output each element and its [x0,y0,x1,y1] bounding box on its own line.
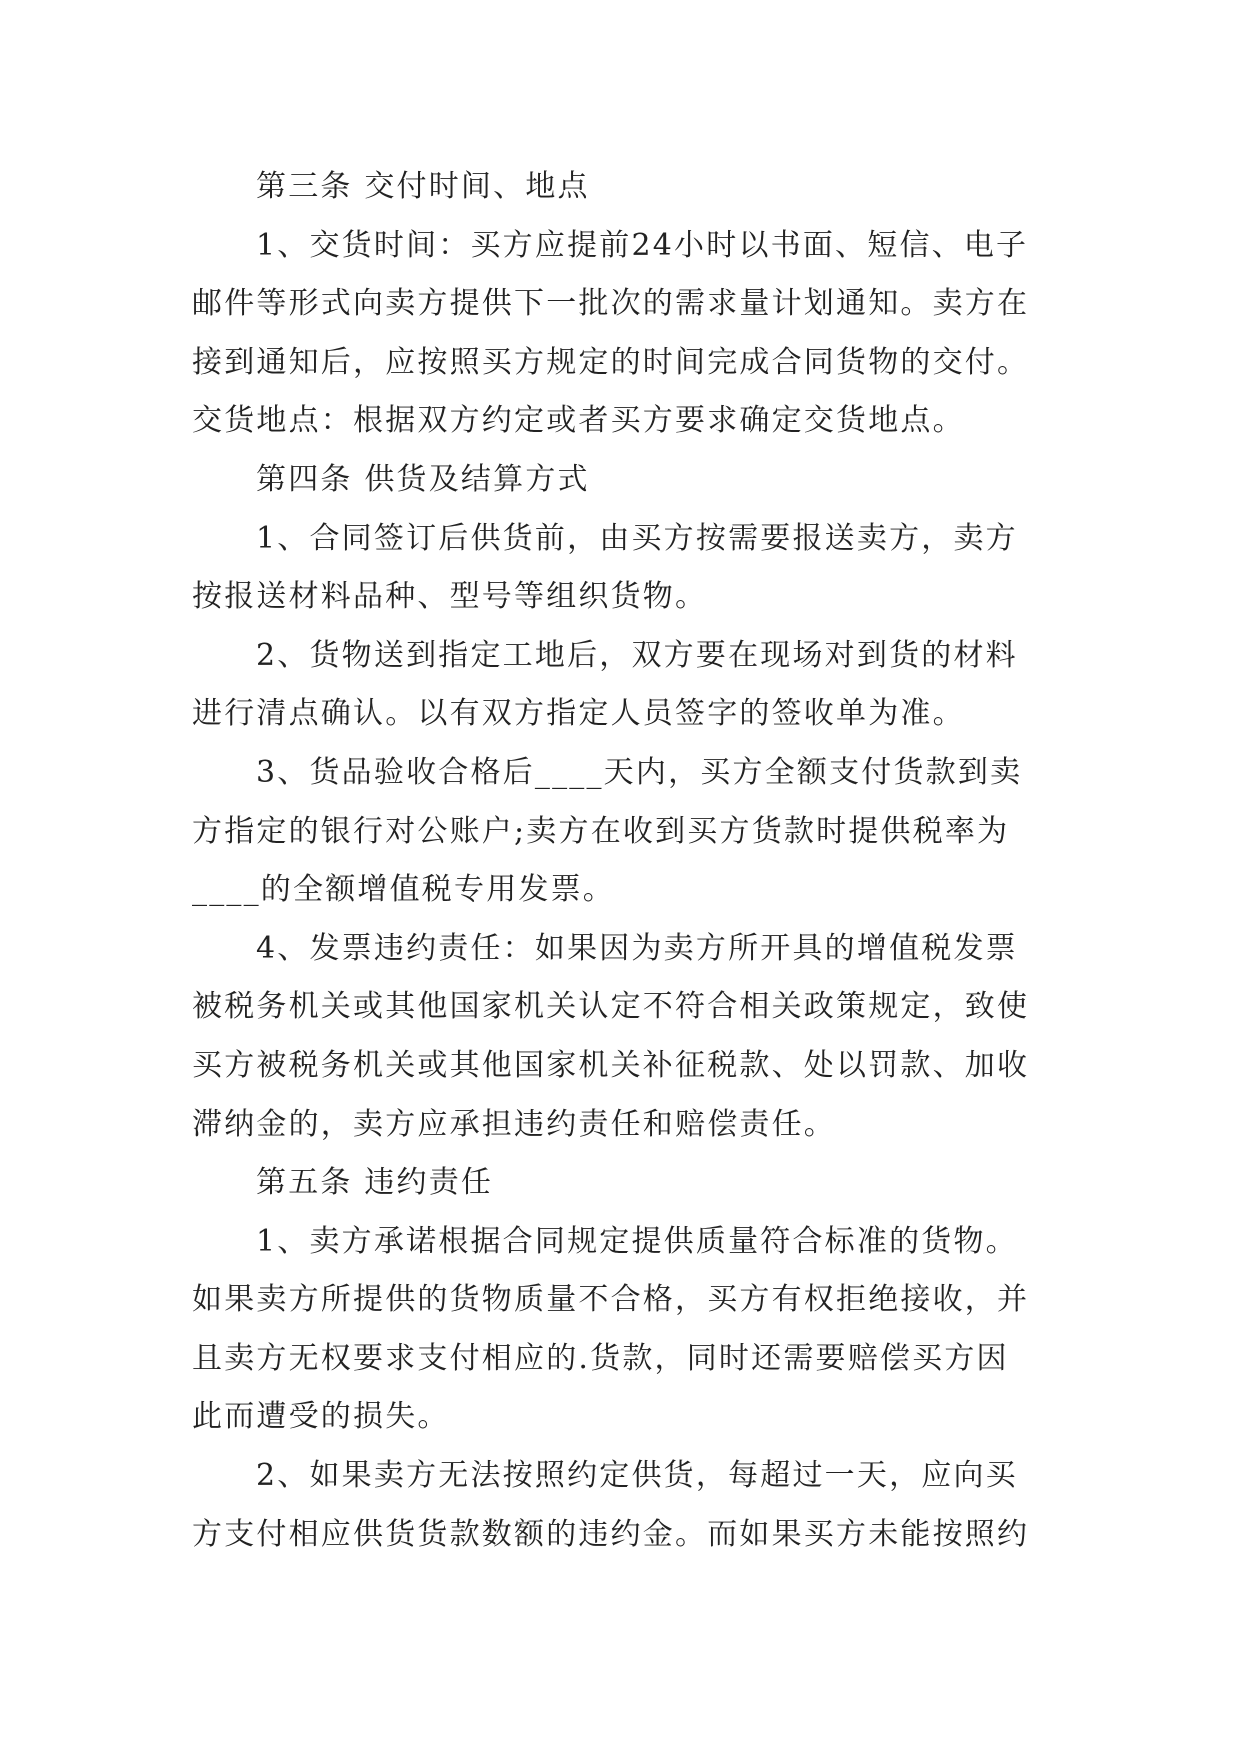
paragraph-line: 方指定的银行对公账户;卖方在收到买方货款时提供税率为 [192,813,1010,849]
document-body [192,158,1062,1564]
paragraph-line: 交货地点：根据双方约定或者买方要求确定交货地点。 [192,403,965,439]
paragraph-line: 1、卖方承诺根据合同规定提供质量符合标准的货物。 [256,1223,1018,1259]
paragraph-line: 如果卖方所提供的货物质量不合格，买方有权拒绝接收，并 [192,1282,1030,1318]
paragraph-line: 1、交货时间：买方应提前24小时以书面、短信、电子 [256,227,1029,263]
paragraph-line: 4、发票违约责任：如果因为卖方所开具的增值税发票 [256,930,1018,966]
paragraph-line: 方支付相应供货货款数额的违约金。而如果买方未能按照约 [192,1516,1030,1552]
paragraph-line: 按报送材料品种、型号等组织货物。 [192,579,708,615]
article-4-heading: 第四条 供货及结算方式 [256,461,590,497]
paragraph-line: 此而遭受的损失。 [192,1399,450,1435]
paragraph-line: 1、合同签订后供货前，由买方按需要报送卖方，卖方 [256,520,1018,556]
paragraph-line: 且卖方无权要求支付相应的.货款，同时还需要赔偿买方因 [192,1340,1009,1376]
paragraph-line: 2、如果卖方无法按照约定供货，每超过一天，应向买 [256,1458,1018,1494]
paragraph-line: ____的全额增值税专用发票。 [192,872,615,908]
paragraph-line: 滞纳金的，卖方应承担违约责任和赔偿责任。 [192,1106,836,1142]
paragraph-line: 买方被税务机关或其他国家机关补征税款、处以罚款、加收 [192,1047,1030,1083]
article-5-heading: 第五条 违约责任 [256,1165,494,1201]
paragraph-line: 进行清点确认。以有双方指定人员签字的签收单为准。 [192,696,965,732]
article-3-heading: 第三条 交付时间、地点 [256,169,590,204]
paragraph-line: 3、货品验收合格后____天内，买方全额支付货款到卖 [256,754,1023,790]
paragraph-line: 被税务机关或其他国家机关认定不符合相关政策规定，致使 [192,989,1030,1025]
paragraph-line: 邮件等形式向卖方提供下一批次的需求量计划通知。卖方在 [192,286,1030,322]
paragraph-line: 2、货物送到指定工地后，双方要在现场对到货的材料 [256,637,1018,673]
paragraph-line: 接到通知后，应按照买方规定的时间完成合同货物的交付。 [192,344,1030,380]
